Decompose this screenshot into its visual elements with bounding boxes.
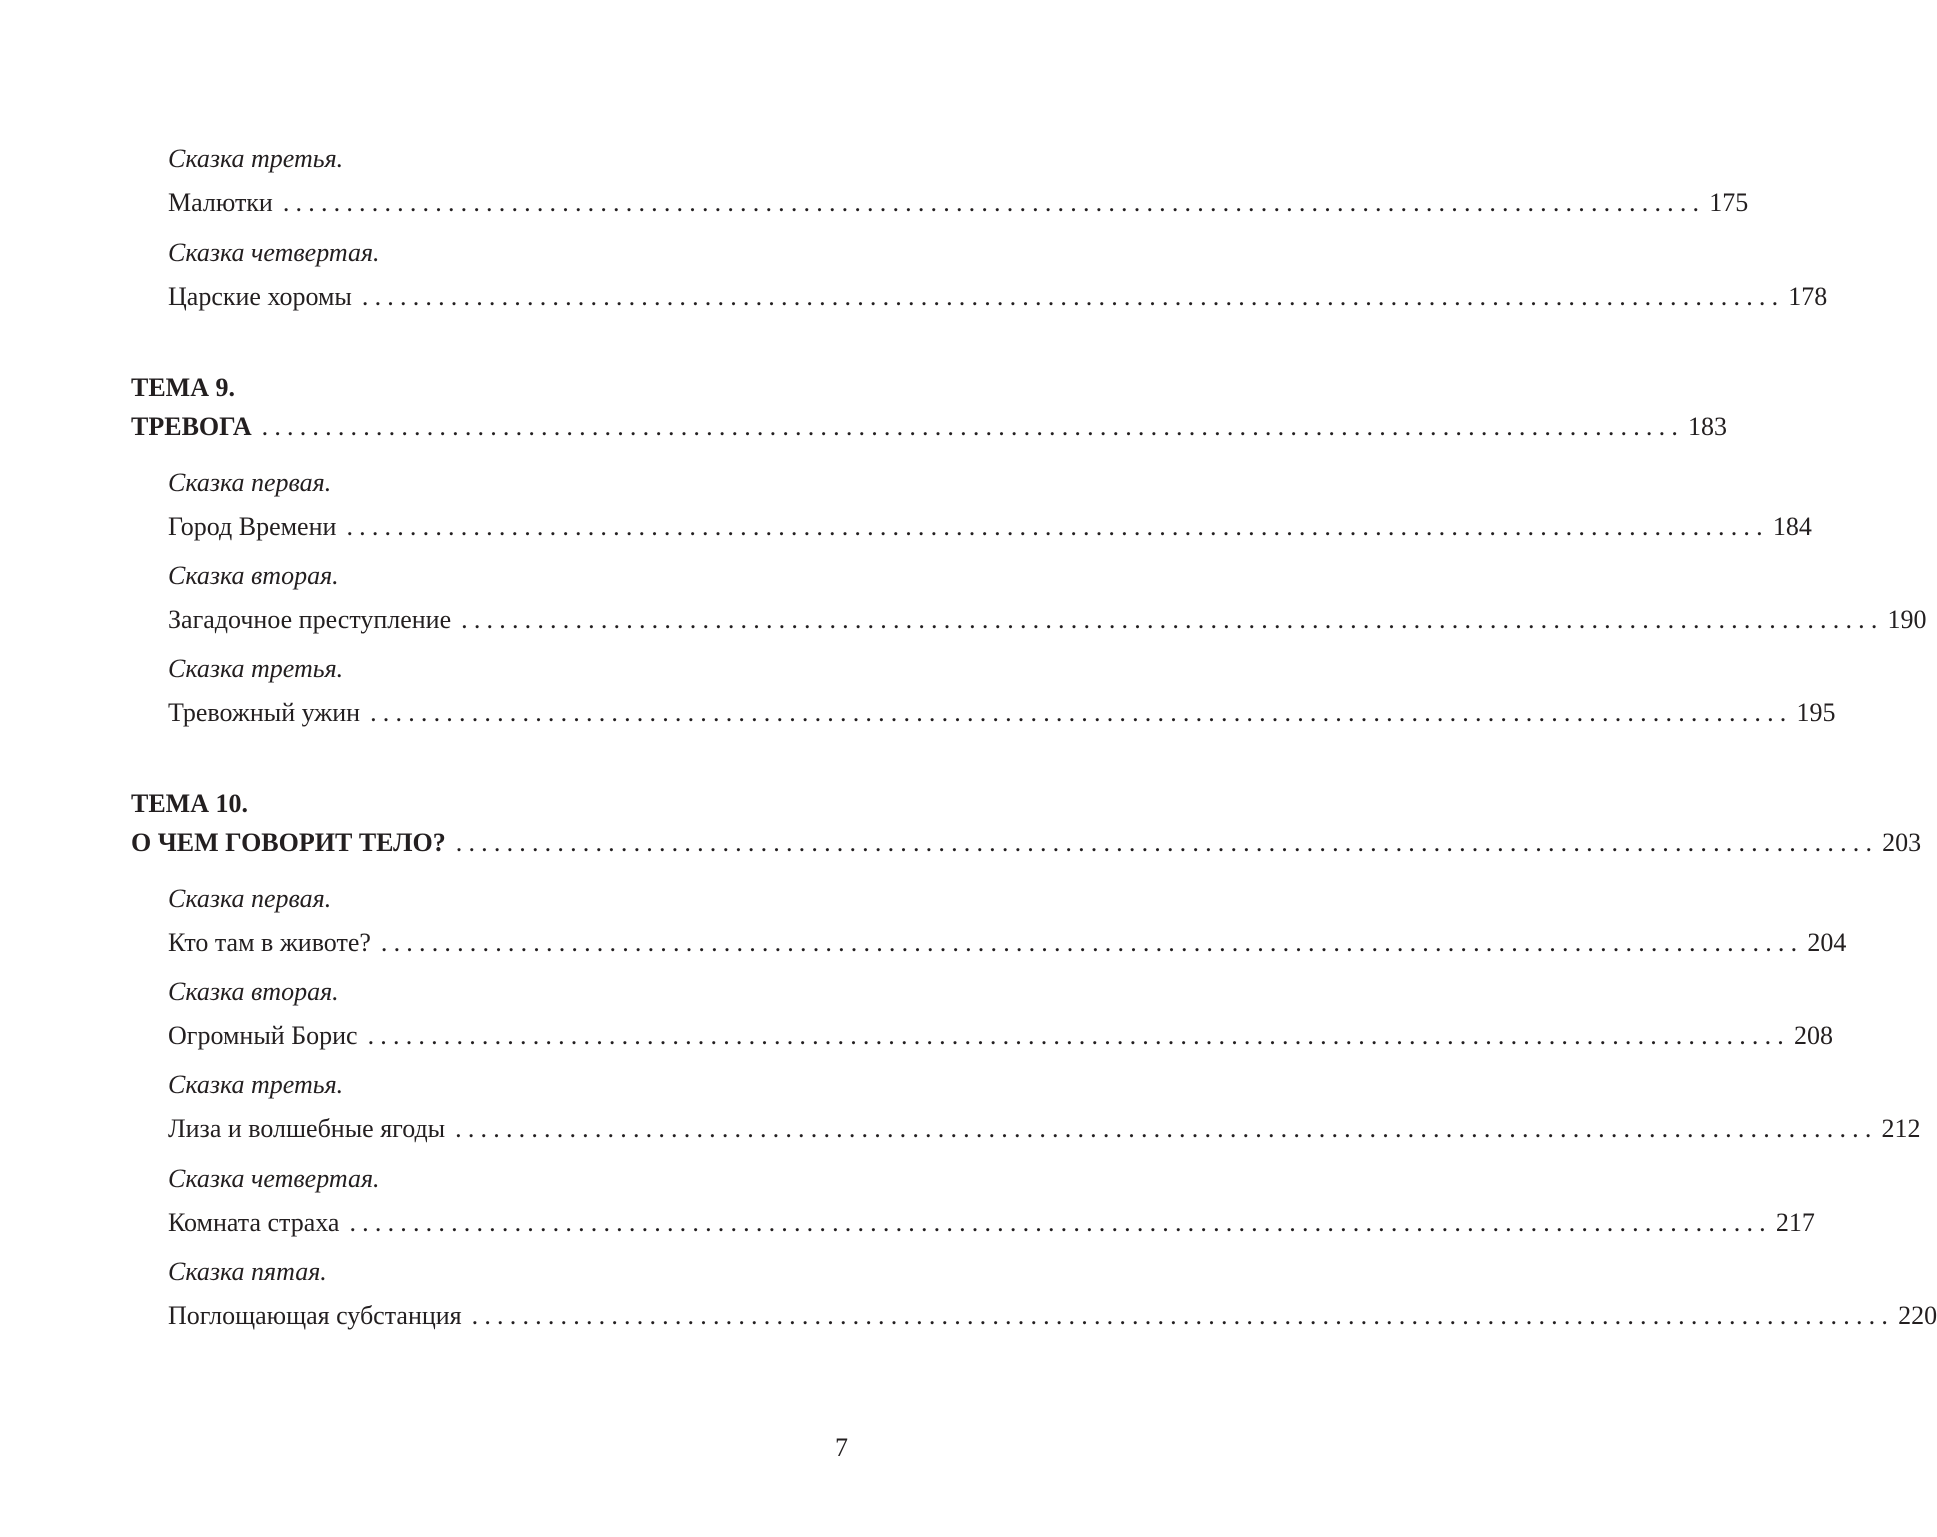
story-title: Тревожный ужин [168,698,361,727]
toc-entry[interactable] [168,1163,1815,1240]
story-kicker: Сказка третья. [168,1070,344,1099]
story-kicker: Сказка первая. [168,468,332,497]
dot-leader: ................................................................................................................ [380,928,1804,957]
dot-leader: ................................................................................................................ [455,828,1879,857]
story-title: Малютки [168,188,273,217]
story-kicker: Сказка вторая. [168,561,339,590]
dot-leader: ................................................................................................................ [367,1021,1790,1050]
page-ref: 183 [1688,412,1728,441]
story-kicker: Сказка четвертая. [168,1164,380,1193]
story-title: Царские хоромы [168,282,352,311]
theme-heading[interactable] [131,788,1922,860]
theme-label: ТЕМА 9. [131,373,235,402]
story-kicker: Сказка третья. [168,654,344,683]
theme-title: О ЧЕМ ГОВОРИТ ТЕЛО? [131,828,446,857]
toc-entry[interactable] [168,143,1749,220]
story-kicker: Сказка первая. [168,884,332,913]
toc-entry[interactable] [168,560,1927,637]
toc-entry[interactable] [168,883,1847,960]
dot-leader: ................................................................................................................ [346,512,1769,541]
story-title: Комната страха [168,1208,340,1237]
page-ref: 204 [1807,928,1847,957]
dot-leader: ................................................................................................................ [370,698,1793,727]
page-ref: 217 [1775,1208,1815,1237]
toc-entry[interactable] [168,976,1833,1053]
dot-leader: ................................................................................................................ [361,282,1785,311]
story-title: Город Времени [168,512,337,541]
page-ref: 208 [1794,1021,1833,1050]
dot-leader: ................................................................................................................ [282,188,1706,217]
toc-entry[interactable] [168,1256,1937,1333]
story-title: Лиза и волшебные ягоды [168,1114,446,1143]
story-kicker: Сказка вторая. [168,977,339,1006]
page-ref: 220 [1898,1301,1937,1330]
toc-entry[interactable] [168,467,1812,544]
story-title: Загадочное преступление [168,605,452,634]
dot-leader: ................................................................................................................ [349,1208,1772,1237]
page-ref: 178 [1788,282,1828,311]
story-kicker: Сказка третья. [168,144,344,173]
dot-leader: ................................................................................................................ [461,605,1884,634]
toc-entry[interactable] [168,237,1828,314]
dot-leader: ................................................................................................................ [261,412,1685,441]
story-kicker: Сказка четвертая. [168,238,380,267]
page-ref: 190 [1887,605,1927,634]
toc-entry[interactable] [168,653,1836,730]
dot-leader: ................................................................................................................ [471,1301,1895,1330]
story-title: Кто там в животе? [168,928,371,957]
page-number: 7 [835,1433,848,1462]
toc-entry[interactable] [168,1069,1921,1146]
story-title: Поглощающая субстанция [168,1301,462,1330]
theme-title: ТРЕВОГА [131,412,252,441]
theme-label: ТЕМА 10. [131,789,248,818]
page-ref: 203 [1882,828,1922,857]
dot-leader: ................................................................................................................ [455,1114,1878,1143]
theme-heading[interactable] [131,372,1728,444]
page-ref: 175 [1709,188,1749,217]
story-title: Огромный Борис [168,1021,358,1050]
page-ref: 184 [1772,512,1812,541]
page-ref: 212 [1881,1114,1921,1143]
story-kicker: Сказка пятая. [168,1257,327,1286]
page-ref: 195 [1796,698,1836,727]
